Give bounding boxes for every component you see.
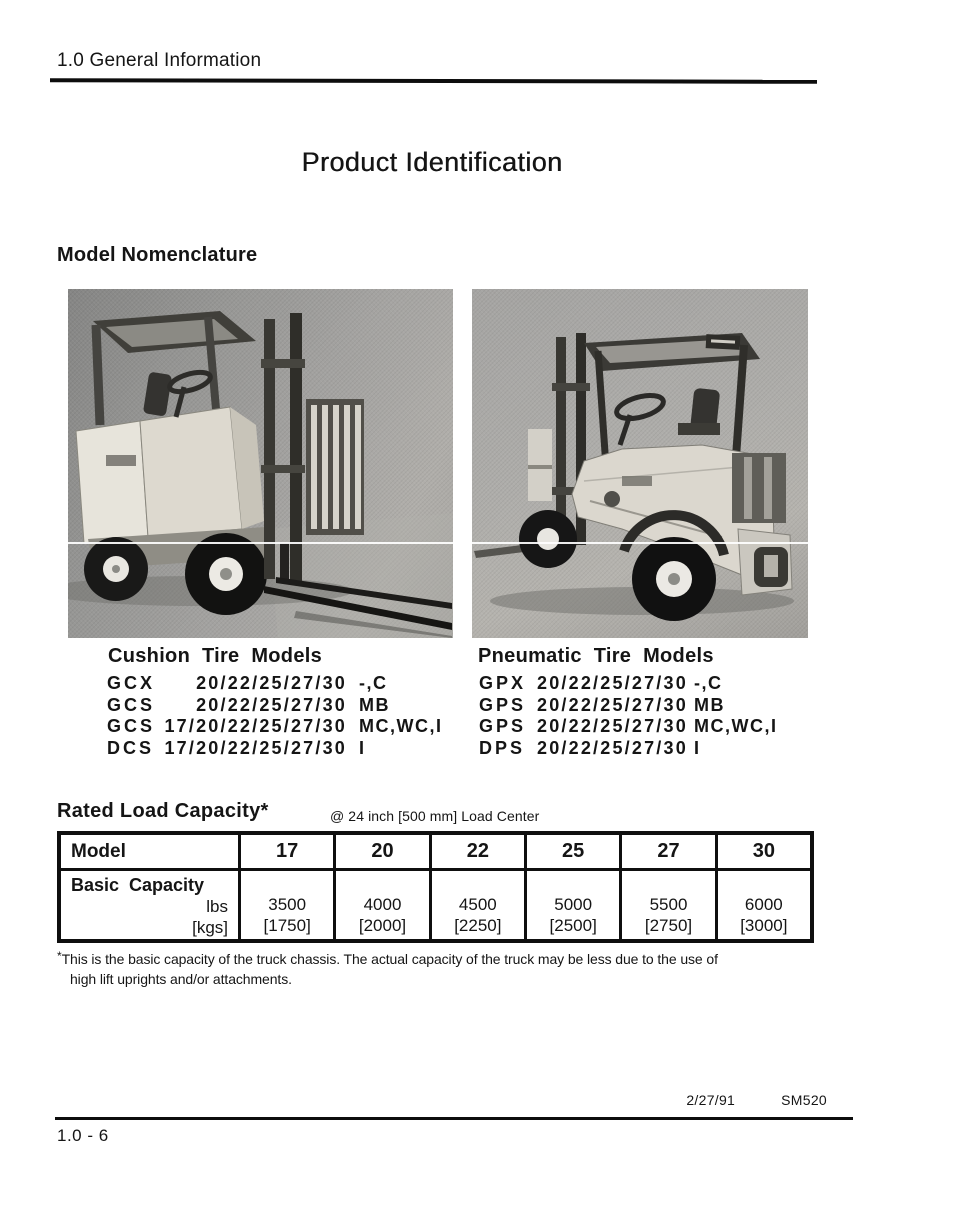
model-sizes: 20/22/25/27/30 — [537, 716, 688, 736]
capacity-lbs: 6000 — [744, 895, 783, 914]
capacity-kgs: [1750] — [263, 916, 311, 935]
manual-code: SM520 — [781, 1092, 827, 1108]
footnote-line1: This is the basic capacity of the truck chassis. The actual capacity of the truck may be less due to the use of — [61, 951, 718, 967]
pneumatic-forklift-photo — [472, 289, 808, 638]
capacity-kgs: [2000] — [358, 916, 407, 935]
model-suffix: MB — [694, 694, 725, 715]
capacity-table — [57, 831, 814, 943]
model-sizes: 20/22/25/27/30 — [196, 694, 347, 715]
capacity-table-header-row — [61, 835, 810, 871]
capacity-table-body-row — [61, 871, 810, 939]
model-code: DPS — [479, 737, 526, 758]
page-number: 1.0 - 6 — [57, 1126, 109, 1145]
capacity-kgs: [2500] — [549, 916, 597, 935]
capacity-lbs: 5000 — [554, 895, 593, 914]
unit-lbs: lbs — [206, 897, 228, 916]
model-code: GCS — [107, 716, 156, 736]
cushion-forklift-photo — [68, 289, 453, 638]
model-code: DCS — [107, 737, 155, 758]
model-nomenclature-heading: Model Nomenclature — [57, 244, 258, 266]
capacity-lbs: 3500 — [268, 895, 307, 914]
model-code: GCX — [107, 673, 156, 693]
model-row — [107, 716, 442, 738]
header-rule — [50, 78, 817, 84]
footnote-marker: * — [57, 949, 62, 963]
column-header: 17 — [238, 835, 333, 868]
capacity-value-cell — [333, 871, 428, 939]
column-header: 30 — [715, 835, 810, 868]
scan-artifact-line — [68, 542, 453, 544]
capacity-kgs: [2750] — [644, 916, 693, 935]
revision-date: 2/27/91 — [686, 1092, 736, 1108]
capacity-lbs: 4000 — [363, 895, 402, 914]
footer-rule — [55, 1117, 853, 1120]
capacity-lbs: 5500 — [649, 895, 688, 914]
capacity-value-cell — [619, 871, 714, 939]
model-row — [479, 738, 777, 760]
model-code: GPS — [479, 694, 527, 715]
model-suffix: -,C — [359, 673, 388, 693]
model-code: GPS — [479, 716, 527, 736]
capacity-kgs: [3000] — [740, 916, 788, 935]
model-row — [107, 738, 442, 760]
model-suffix: I — [694, 737, 701, 758]
model-sizes: 20/22/25/27/30 — [537, 694, 688, 715]
model-sizes: 20/22/25/27/30 — [537, 673, 688, 693]
model-sizes: 20/22/25/27/30 — [196, 673, 347, 693]
row-label-cell — [61, 871, 238, 939]
section-header: 1.0 General Information — [57, 50, 262, 71]
capacity-value-cell — [429, 871, 524, 939]
capacity-kgs: [2250] — [454, 916, 502, 935]
capacity-lbs: 4500 — [458, 895, 497, 914]
pneumatic-model-list — [479, 673, 777, 759]
cushion-model-list — [107, 673, 442, 759]
cushion-forklift-illustration — [68, 289, 453, 638]
unit-kgs: [kgs] — [192, 918, 228, 937]
model-row — [479, 716, 777, 738]
model-suffix: MB — [359, 694, 390, 715]
model-row — [107, 673, 442, 695]
footer-meta — [686, 1092, 827, 1108]
model-row — [107, 695, 442, 717]
model-suffix: I — [359, 737, 366, 758]
page-title: Product Identification — [301, 147, 563, 177]
scan-artifact-line — [472, 542, 808, 544]
load-center-note: @ 24 inch [500 mm] Load Center — [330, 808, 540, 824]
model-suffix: -,C — [694, 673, 723, 693]
capacity-footnote — [57, 946, 862, 989]
rated-load-capacity-heading: Rated Load Capacity* — [57, 800, 269, 822]
model-suffix: MC,WC,I — [359, 716, 443, 736]
model-row — [479, 673, 777, 695]
pneumatic-caption: Pneumatic Tire Models — [478, 645, 714, 667]
model-sizes: 20/22/25/27/30 — [537, 737, 688, 758]
capacity-value-cell — [524, 871, 619, 939]
column-header: 22 — [429, 835, 524, 868]
pneumatic-forklift-illustration — [472, 289, 808, 638]
model-row — [479, 695, 777, 717]
column-header: 27 — [619, 835, 714, 868]
capacity-value-cell — [715, 871, 810, 939]
column-header: 25 — [524, 835, 619, 868]
footnote-line2: high lift uprights and/or attachments. — [70, 971, 292, 987]
model-sizes: 17/20/22/25/27/30 — [164, 737, 347, 758]
model-suffix: MC,WC,I — [694, 716, 778, 736]
model-code: GCS — [107, 694, 156, 715]
model-sizes: 17/20/22/25/27/30 — [164, 716, 347, 736]
capacity-value-cell — [238, 871, 333, 939]
model-code: GPX — [479, 673, 527, 693]
basic-capacity-label: Basic Capacity — [71, 875, 205, 895]
column-header-model: Model — [71, 841, 126, 862]
cushion-caption: Cushion Tire Models — [108, 645, 323, 667]
column-header: 20 — [333, 835, 428, 868]
